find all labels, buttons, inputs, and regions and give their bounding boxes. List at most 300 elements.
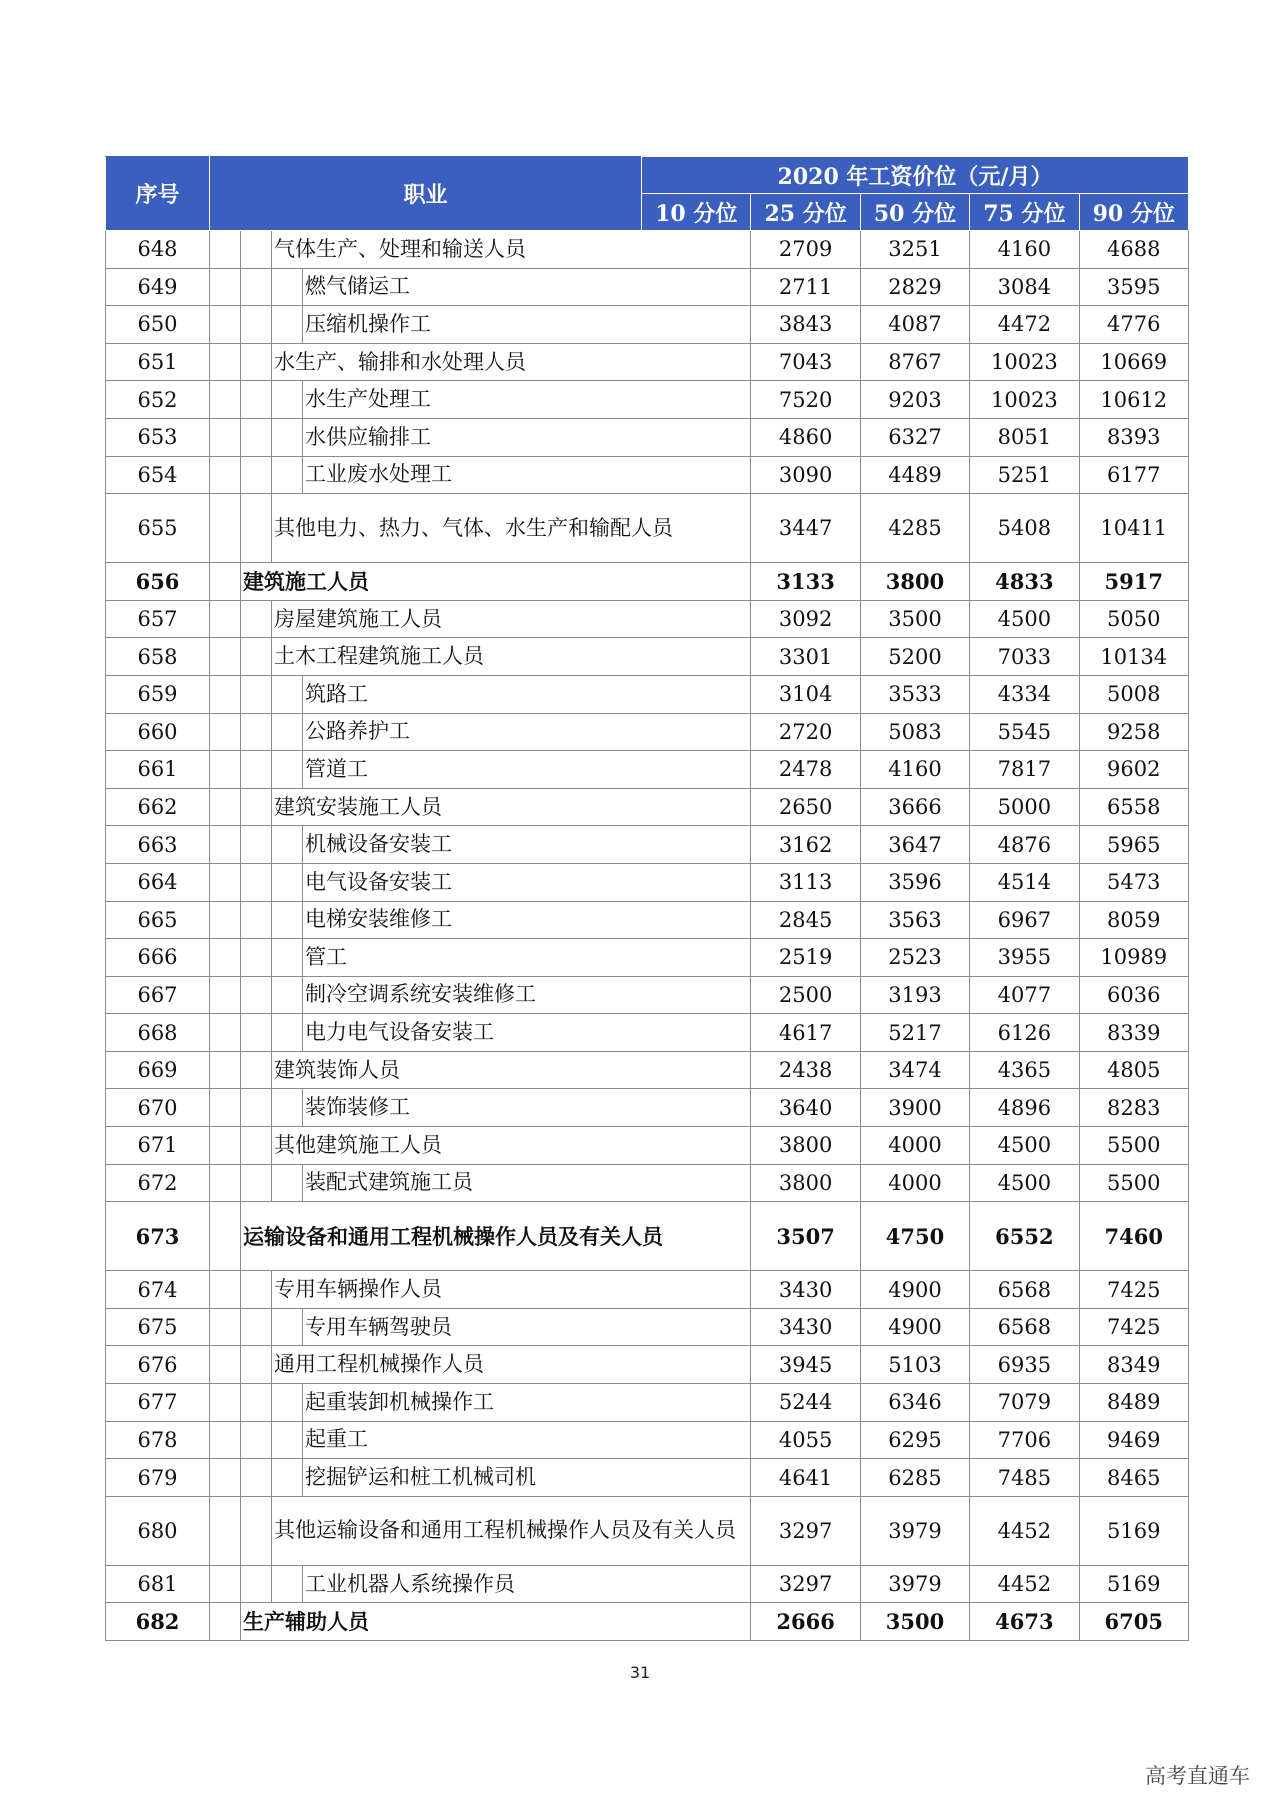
indent-cell	[272, 1014, 303, 1052]
row-occupation: 起重装卸机械操作工	[303, 1384, 751, 1422]
indent-cell	[210, 826, 241, 864]
row-occupation: 挖掘铲运和桩工机械司机	[303, 1459, 751, 1497]
indent-cell	[272, 826, 303, 864]
row-value-p50: 4673	[970, 1603, 1079, 1641]
row-value-p50: 4365	[970, 1051, 1079, 1089]
row-value-p50: 8051	[970, 418, 1079, 456]
indent-cell	[210, 418, 241, 456]
indent-cell	[210, 1308, 241, 1346]
indent-cell	[210, 1164, 241, 1202]
row-value-p50: 4896	[970, 1089, 1079, 1127]
table-row	[106, 751, 1189, 789]
indent-cell	[210, 788, 241, 826]
row-occupation: 工业机器人系统操作员	[303, 1565, 751, 1603]
row-id: 666	[106, 939, 210, 977]
row-value-p25: 4087	[860, 306, 969, 344]
row-id: 650	[106, 306, 210, 344]
indent-cell	[210, 1089, 241, 1127]
row-value-p75: 5965	[1079, 826, 1188, 864]
row-value-p50: 5408	[970, 494, 1079, 563]
row-id: 679	[106, 1459, 210, 1497]
row-id: 681	[106, 1565, 210, 1603]
row-occupation: 专用车辆驾驶员	[303, 1308, 751, 1346]
row-value-p10: 3104	[751, 675, 860, 713]
row-value-p10: 7520	[751, 381, 860, 419]
table-row	[106, 675, 1189, 713]
row-value-p50: 6568	[970, 1308, 1079, 1346]
indent-cell	[241, 826, 272, 864]
indent-cell	[241, 343, 272, 381]
indent-cell	[241, 939, 272, 977]
row-value-p50: 6552	[970, 1202, 1079, 1271]
row-value-p75: 9258	[1079, 713, 1188, 751]
row-value-p75: 5473	[1079, 863, 1188, 901]
row-value-p75: 10134	[1079, 638, 1188, 676]
row-id: 655	[106, 494, 210, 563]
row-value-p10: 3133	[751, 563, 860, 601]
indent-cell	[241, 456, 272, 494]
row-occupation: 压缩机操作工	[303, 306, 751, 344]
indent-cell	[210, 1459, 241, 1497]
row-value-p25: 3500	[860, 600, 969, 638]
row-value-p50: 4472	[970, 306, 1079, 344]
row-value-p10: 3800	[751, 1127, 860, 1165]
row-value-p25: 4000	[860, 1127, 969, 1165]
row-occupation: 建筑施工人员	[241, 563, 751, 601]
indent-cell	[210, 863, 241, 901]
header-p10: 10 分位	[642, 194, 751, 231]
row-value-p10: 2666	[751, 1603, 860, 1641]
row-value-p75: 5500	[1079, 1127, 1188, 1165]
row-id: 654	[106, 456, 210, 494]
row-occupation: 房屋建筑施工人员	[272, 600, 751, 638]
row-id: 662	[106, 788, 210, 826]
row-value-p25: 3979	[860, 1496, 969, 1565]
row-occupation: 管工	[303, 939, 751, 977]
row-value-p10: 3507	[751, 1202, 860, 1271]
row-value-p25: 6327	[860, 418, 969, 456]
row-value-p50: 6967	[970, 901, 1079, 939]
row-id: 671	[106, 1127, 210, 1165]
indent-cell	[241, 1346, 272, 1384]
row-id: 668	[106, 1014, 210, 1052]
table-body	[106, 231, 1189, 1641]
row-value-p10: 3447	[751, 494, 860, 563]
table-row	[106, 600, 1189, 638]
row-id: 682	[106, 1603, 210, 1641]
table-row	[106, 1164, 1189, 1202]
indent-cell	[272, 1565, 303, 1603]
row-value-p75: 7425	[1079, 1271, 1188, 1309]
table-row	[106, 418, 1189, 456]
row-value-p75: 10989	[1079, 939, 1188, 977]
row-occupation: 水供应输排工	[303, 418, 751, 456]
row-id: 672	[106, 1164, 210, 1202]
row-occupation: 装饰装修工	[303, 1089, 751, 1127]
row-occupation: 水生产处理工	[303, 381, 751, 419]
row-value-p75: 8489	[1079, 1384, 1188, 1422]
indent-cell	[272, 1308, 303, 1346]
indent-cell	[241, 381, 272, 419]
row-id: 648	[106, 231, 210, 269]
row-value-p75: 8393	[1079, 418, 1188, 456]
indent-cell	[272, 456, 303, 494]
row-value-p50: 4876	[970, 826, 1079, 864]
row-value-p25: 3533	[860, 675, 969, 713]
row-value-p75: 5050	[1079, 600, 1188, 638]
table-row	[106, 343, 1189, 381]
row-value-p50: 6935	[970, 1346, 1079, 1384]
row-value-p50: 4514	[970, 863, 1079, 901]
indent-cell	[241, 306, 272, 344]
row-value-p10: 3843	[751, 306, 860, 344]
table-row	[106, 1271, 1189, 1309]
row-id: 664	[106, 863, 210, 901]
table-row	[106, 1051, 1189, 1089]
header-job: 职业	[210, 157, 642, 231]
row-value-p50: 7079	[970, 1384, 1079, 1422]
indent-cell	[241, 1459, 272, 1497]
row-value-p10: 3640	[751, 1089, 860, 1127]
indent-cell	[272, 976, 303, 1014]
row-value-p75: 5917	[1079, 563, 1188, 601]
row-value-p75: 5008	[1079, 675, 1188, 713]
indent-cell	[241, 494, 272, 563]
row-value-p50: 5000	[970, 788, 1079, 826]
indent-cell	[210, 494, 241, 563]
row-id: 649	[106, 268, 210, 306]
row-occupation: 专用车辆操作人员	[272, 1271, 751, 1309]
row-value-p10: 3162	[751, 826, 860, 864]
row-id: 678	[106, 1421, 210, 1459]
row-value-p10: 4641	[751, 1459, 860, 1497]
row-occupation: 电气设备安装工	[303, 863, 751, 901]
row-value-p25: 5083	[860, 713, 969, 751]
table-row	[106, 306, 1189, 344]
row-value-p75: 3595	[1079, 268, 1188, 306]
row-value-p50: 4334	[970, 675, 1079, 713]
table-row	[106, 1603, 1189, 1641]
indent-cell	[241, 1014, 272, 1052]
indent-cell	[272, 901, 303, 939]
row-value-p25: 5217	[860, 1014, 969, 1052]
row-value-p25: 8767	[860, 343, 969, 381]
row-value-p75: 8339	[1079, 1014, 1188, 1052]
indent-cell	[210, 1603, 241, 1641]
indent-cell	[210, 1014, 241, 1052]
indent-cell	[210, 343, 241, 381]
indent-cell	[241, 1565, 272, 1603]
row-occupation: 起重工	[303, 1421, 751, 1459]
row-value-p75: 6558	[1079, 788, 1188, 826]
row-occupation: 其他运输设备和通用工程机械操作人员及有关人员	[272, 1496, 751, 1565]
row-value-p25: 6295	[860, 1421, 969, 1459]
indent-cell	[241, 600, 272, 638]
header-id: 序号	[106, 157, 210, 231]
row-value-p50: 5545	[970, 713, 1079, 751]
row-value-p10: 4055	[751, 1421, 860, 1459]
row-value-p10: 3800	[751, 1164, 860, 1202]
row-value-p25: 3193	[860, 976, 969, 1014]
row-id: 659	[106, 675, 210, 713]
indent-cell	[210, 751, 241, 789]
row-value-p25: 3800	[860, 563, 969, 601]
row-id: 651	[106, 343, 210, 381]
row-value-p25: 4285	[860, 494, 969, 563]
watermark: 高考直通车	[1145, 1764, 1250, 1788]
row-value-p75: 7425	[1079, 1308, 1188, 1346]
indent-cell	[210, 1496, 241, 1565]
row-value-p75: 6036	[1079, 976, 1188, 1014]
row-value-p25: 3596	[860, 863, 969, 901]
row-value-p25: 3647	[860, 826, 969, 864]
table-row	[106, 1459, 1189, 1497]
indent-cell	[241, 1271, 272, 1309]
row-occupation: 装配式建筑施工员	[303, 1164, 751, 1202]
table-row	[106, 268, 1189, 306]
row-occupation: 建筑装饰人员	[272, 1051, 751, 1089]
row-value-p25: 3500	[860, 1603, 969, 1641]
row-value-p75: 8059	[1079, 901, 1188, 939]
indent-cell	[241, 976, 272, 1014]
indent-cell	[241, 751, 272, 789]
row-id: 674	[106, 1271, 210, 1309]
row-value-p25: 4750	[860, 1202, 969, 1271]
row-value-p50: 10023	[970, 381, 1079, 419]
indent-cell	[210, 563, 241, 601]
row-value-p10: 2519	[751, 939, 860, 977]
row-occupation: 制冷空调系统安装维修工	[303, 976, 751, 1014]
row-value-p75: 5169	[1079, 1565, 1188, 1603]
row-value-p10: 5244	[751, 1384, 860, 1422]
row-value-p50: 7706	[970, 1421, 1079, 1459]
row-occupation: 运输设备和通用工程机械操作人员及有关人员	[241, 1202, 751, 1271]
row-id: 660	[106, 713, 210, 751]
table-row	[106, 1565, 1189, 1603]
row-value-p75: 4805	[1079, 1051, 1188, 1089]
row-occupation: 机械设备安装工	[303, 826, 751, 864]
row-value-p10: 2720	[751, 713, 860, 751]
row-id: 675	[106, 1308, 210, 1346]
row-id: 665	[106, 901, 210, 939]
indent-cell	[272, 306, 303, 344]
row-value-p50: 4452	[970, 1565, 1079, 1603]
table-row	[106, 788, 1189, 826]
indent-cell	[272, 381, 303, 419]
table-row	[106, 976, 1189, 1014]
table-row	[106, 713, 1189, 751]
table-row	[106, 939, 1189, 977]
indent-cell	[241, 1421, 272, 1459]
indent-cell	[210, 901, 241, 939]
row-value-p10: 3092	[751, 600, 860, 638]
row-value-p25: 3474	[860, 1051, 969, 1089]
indent-cell	[272, 1459, 303, 1497]
row-id: 667	[106, 976, 210, 1014]
indent-cell	[241, 1127, 272, 1165]
indent-cell	[241, 1384, 272, 1422]
header-p50: 50 分位	[860, 194, 969, 231]
row-value-p50: 4500	[970, 1164, 1079, 1202]
indent-cell	[241, 638, 272, 676]
indent-cell	[210, 1127, 241, 1165]
row-value-p25: 6285	[860, 1459, 969, 1497]
indent-cell	[241, 1164, 272, 1202]
row-value-p10: 2711	[751, 268, 860, 306]
row-value-p75: 8465	[1079, 1459, 1188, 1497]
indent-cell	[210, 456, 241, 494]
row-value-p10: 3301	[751, 638, 860, 676]
row-value-p25: 4000	[860, 1164, 969, 1202]
row-id: 657	[106, 600, 210, 638]
row-value-p50: 10023	[970, 343, 1079, 381]
row-value-p25: 6346	[860, 1384, 969, 1422]
row-id: 670	[106, 1089, 210, 1127]
indent-cell	[241, 231, 272, 269]
row-id: 661	[106, 751, 210, 789]
indent-cell	[210, 231, 241, 269]
row-value-p10: 2650	[751, 788, 860, 826]
row-occupation: 通用工程机械操作人员	[272, 1346, 751, 1384]
row-occupation: 工业废水处理工	[303, 456, 751, 494]
indent-cell	[272, 939, 303, 977]
row-occupation: 其他电力、热力、气体、水生产和输配人员	[272, 494, 751, 563]
indent-cell	[210, 1346, 241, 1384]
header-wage-group: 2020 年工资价位（元/月）	[642, 157, 1189, 194]
row-value-p10: 3430	[751, 1308, 860, 1346]
page-number: 31	[629, 1663, 651, 1682]
row-occupation: 筑路工	[303, 675, 751, 713]
row-value-p75: 5500	[1079, 1164, 1188, 1202]
row-value-p75: 10669	[1079, 343, 1188, 381]
row-value-p25: 3563	[860, 901, 969, 939]
row-value-p50: 7817	[970, 751, 1079, 789]
table-row	[106, 901, 1189, 939]
row-value-p10: 4860	[751, 418, 860, 456]
row-value-p50: 3955	[970, 939, 1079, 977]
indent-cell	[241, 1089, 272, 1127]
row-value-p25: 3251	[860, 231, 969, 269]
indent-cell	[272, 268, 303, 306]
indent-cell	[210, 381, 241, 419]
row-value-p25: 5200	[860, 638, 969, 676]
row-value-p75: 4688	[1079, 231, 1188, 269]
indent-cell	[272, 418, 303, 456]
indent-cell	[210, 306, 241, 344]
indent-cell	[210, 1384, 241, 1422]
row-value-p10: 2478	[751, 751, 860, 789]
table-row	[106, 494, 1189, 563]
indent-cell	[241, 268, 272, 306]
row-occupation: 燃气储运工	[303, 268, 751, 306]
indent-cell	[210, 1565, 241, 1603]
row-id: 676	[106, 1346, 210, 1384]
indent-cell	[210, 1421, 241, 1459]
row-value-p25: 5103	[860, 1346, 969, 1384]
row-value-p75: 5169	[1079, 1496, 1188, 1565]
table-row	[106, 826, 1189, 864]
indent-cell	[272, 713, 303, 751]
row-value-p50: 4160	[970, 231, 1079, 269]
row-value-p10: 2709	[751, 231, 860, 269]
indent-cell	[210, 600, 241, 638]
indent-cell	[210, 1202, 241, 1271]
table-row	[106, 381, 1189, 419]
indent-cell	[272, 1164, 303, 1202]
row-value-p75: 6705	[1079, 1603, 1188, 1641]
table-row	[106, 1127, 1189, 1165]
row-value-p25: 9203	[860, 381, 969, 419]
row-value-p25: 2523	[860, 939, 969, 977]
table-row	[106, 1496, 1189, 1565]
row-value-p25: 4900	[860, 1271, 969, 1309]
indent-cell	[272, 675, 303, 713]
row-value-p75: 4776	[1079, 306, 1188, 344]
header-p25: 25 分位	[751, 194, 860, 231]
row-value-p50: 6126	[970, 1014, 1079, 1052]
row-value-p50: 4500	[970, 600, 1079, 638]
row-value-p75: 8283	[1079, 1089, 1188, 1127]
row-value-p75: 7460	[1079, 1202, 1188, 1271]
row-id: 677	[106, 1384, 210, 1422]
indent-cell	[241, 418, 272, 456]
indent-cell	[241, 863, 272, 901]
indent-cell	[272, 751, 303, 789]
row-value-p25: 3979	[860, 1565, 969, 1603]
indent-cell	[272, 1089, 303, 1127]
indent-cell	[241, 675, 272, 713]
table-row	[106, 1384, 1189, 1422]
row-value-p10: 3297	[751, 1565, 860, 1603]
header-p75: 75 分位	[970, 194, 1079, 231]
row-value-p10: 3945	[751, 1346, 860, 1384]
row-value-p50: 4500	[970, 1127, 1079, 1165]
table-row	[106, 638, 1189, 676]
wage-table-container	[105, 156, 1188, 1641]
row-id: 669	[106, 1051, 210, 1089]
row-occupation: 电梯安装维修工	[303, 901, 751, 939]
row-value-p50: 3084	[970, 268, 1079, 306]
indent-cell	[210, 713, 241, 751]
row-value-p75: 9602	[1079, 751, 1188, 789]
indent-cell	[241, 1051, 272, 1089]
row-id: 663	[106, 826, 210, 864]
row-value-p10: 3297	[751, 1496, 860, 1565]
indent-cell	[241, 788, 272, 826]
row-value-p10: 4617	[751, 1014, 860, 1052]
row-occupation: 其他建筑施工人员	[272, 1127, 751, 1165]
table-row	[106, 1089, 1189, 1127]
row-value-p50: 7033	[970, 638, 1079, 676]
row-occupation: 公路养护工	[303, 713, 751, 751]
row-value-p10: 7043	[751, 343, 860, 381]
table-row	[106, 231, 1189, 269]
indent-cell	[210, 268, 241, 306]
row-value-p50: 7485	[970, 1459, 1079, 1497]
indent-cell	[210, 939, 241, 977]
table-row	[106, 456, 1189, 494]
row-value-p25: 4489	[860, 456, 969, 494]
row-id: 653	[106, 418, 210, 456]
indent-cell	[210, 675, 241, 713]
indent-cell	[272, 1421, 303, 1459]
header-p90: 90 分位	[1079, 194, 1188, 231]
row-value-p25: 4900	[860, 1308, 969, 1346]
row-occupation: 建筑安装施工人员	[272, 788, 751, 826]
row-occupation: 管道工	[303, 751, 751, 789]
indent-cell	[272, 1384, 303, 1422]
row-occupation: 气体生产、处理和输送人员	[272, 231, 751, 269]
